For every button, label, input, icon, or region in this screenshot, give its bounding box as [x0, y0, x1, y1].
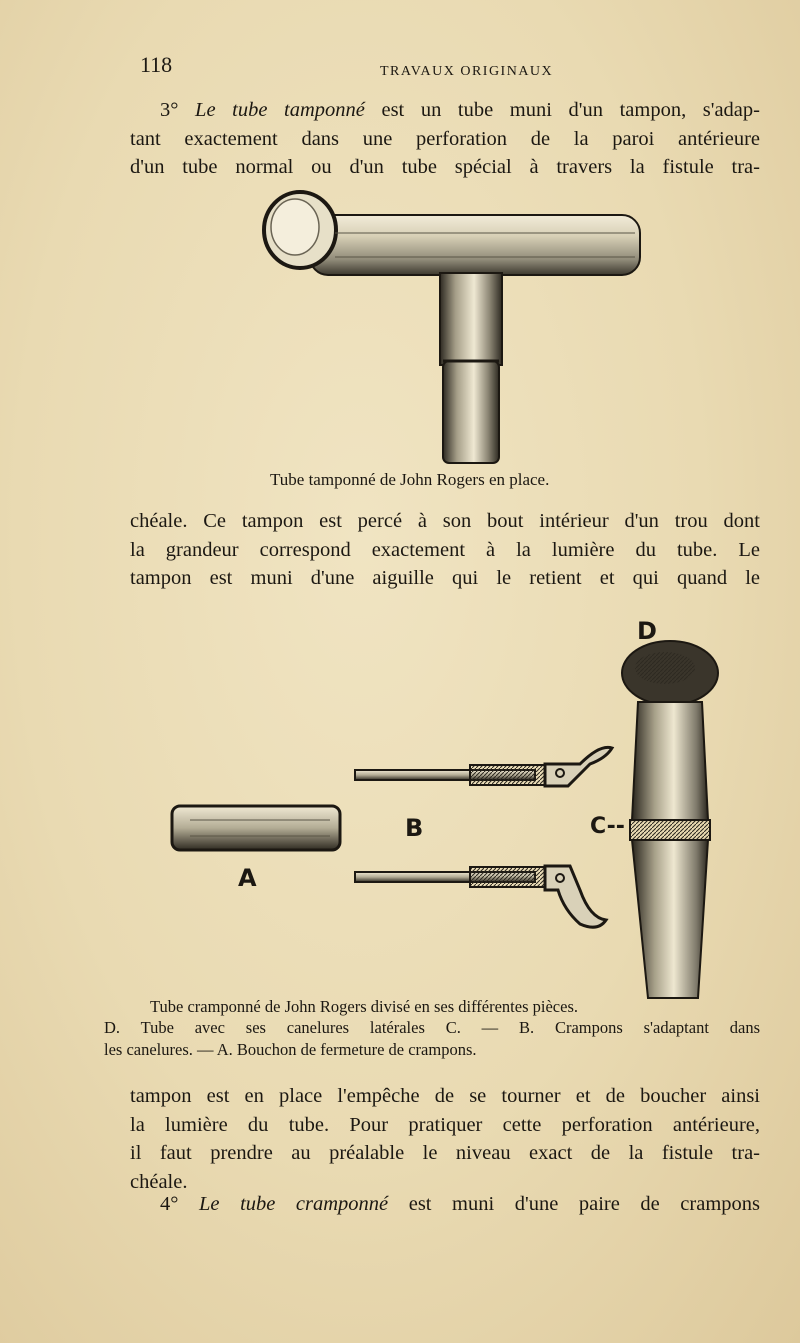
figure-tube-tamponne-illustration — [255, 185, 650, 470]
figure-2-caption-line-3: les canelures. — A. Bouchon de fermeture de crampons. — [104, 1039, 477, 1059]
figure-1-caption: Tube tamponné de John Rogers en place. — [270, 470, 550, 489]
page-number: 118 — [140, 52, 173, 77]
paragraph-conclusion-line-3: il faut prendre au préalable le niveau exact de la fistule tra- — [130, 1142, 760, 1165]
figure-label-b: B — [405, 814, 424, 842]
figure-2-caption-line-1: Tube cramponné de John Rogers divisé en ses différentes pièces. — [150, 997, 578, 1016]
figure-tube-cramponne-illustration — [160, 640, 730, 1005]
figure-label-d: D — [637, 617, 657, 645]
figure-label-c: C-- — [590, 814, 625, 839]
paragraph-conclusion-line-1: tampon est en place l'empêche de se tourner et de boucher ainsi — [130, 1085, 760, 1107]
running-title: TRAVAUX ORIGINAUX — [380, 64, 554, 79]
figure-2-caption — [104, 996, 760, 1060]
paragraph-continuation — [130, 507, 760, 593]
term-tube-tamponne: Le tube tamponné — [195, 99, 365, 121]
paragraph-4-line-1: 4° Le tube cramponné est muni d'une paire de crampons — [160, 1193, 760, 1215]
figure-2-caption-line-2: D. Tube avec ses canelures latérales C. — B. Crampons s'adaptant dans — [104, 1018, 760, 1038]
figure-label-a: A — [238, 864, 257, 892]
paragraph-4 — [130, 1190, 760, 1219]
paragraph-conclusion-line-2: la lumière du tube. Pour pratiquer cette perforation antérieure, — [130, 1113, 760, 1136]
paragraph-3-line-1: 3° Le tube tamponné est un tube muni d'un tampon, s'adap- — [160, 99, 760, 121]
paragraph-continuation-line-1: chéale. Ce tampon est percé à son bout intérieur d'un trou dont — [130, 510, 760, 532]
term-tube-cramponne: Le tube cramponné — [199, 1193, 389, 1215]
paragraph-3 — [130, 96, 760, 182]
paragraph-conclusion — [130, 1082, 760, 1197]
paragraph-continuation-line-2: la grandeur correspond exactement à la lumière du tube. Le — [130, 538, 760, 561]
paragraph-3-line-2: tant exactement dans une perforation de la paroi antérieure — [130, 127, 760, 150]
paragraph-continuation-line-3: tampon est muni d'une aiguille qui le retient et qui quand le — [130, 567, 760, 590]
paragraph-conclusion-line-4: chéale. — [130, 1171, 188, 1194]
paragraph-3-line-3: d'un tube normal ou d'un tube spécial à travers la fistule tra- — [130, 156, 760, 179]
